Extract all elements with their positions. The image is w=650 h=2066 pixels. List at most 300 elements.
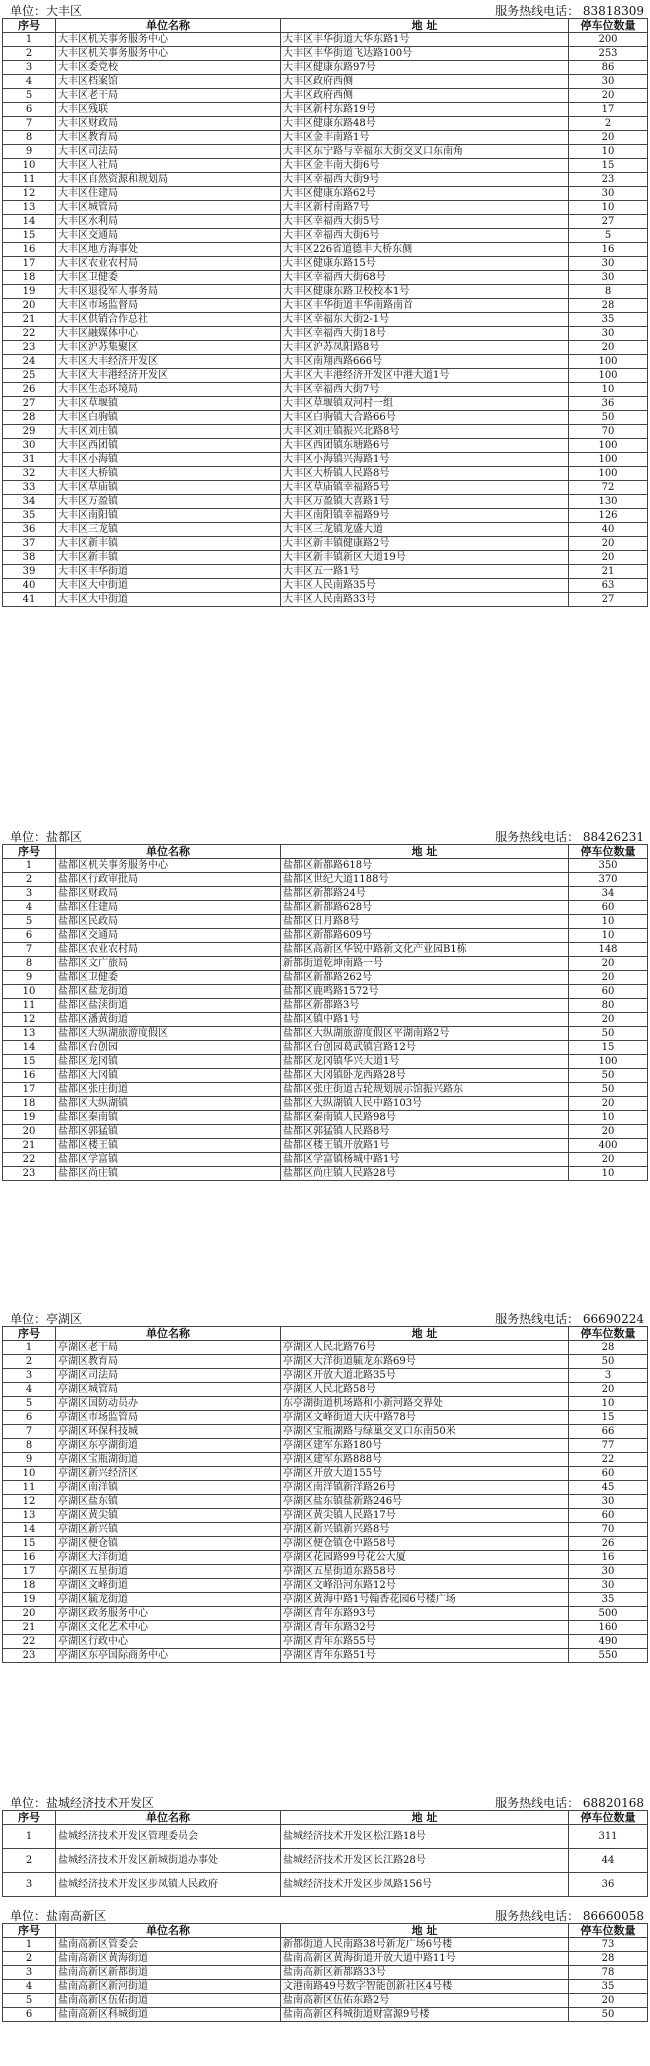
row-number: 14 xyxy=(3,1523,56,1537)
header-no: 序号 xyxy=(3,1811,56,1825)
table-row xyxy=(3,1341,648,1355)
row-number: 33 xyxy=(3,481,56,495)
row-number: 3 xyxy=(3,1966,56,1980)
parking-table-dafeng xyxy=(2,18,648,607)
row-number: 11 xyxy=(3,999,56,1013)
unit-name: 亭湖区宝瓶湖街道 xyxy=(56,1453,281,1467)
section-yandu xyxy=(0,826,650,1181)
unit-address: 大丰区金丰南路1号 xyxy=(281,131,569,145)
parking-count: 60 xyxy=(569,985,648,999)
row-number: 20 xyxy=(3,1125,56,1139)
unit-name: 大丰区教育局 xyxy=(56,131,281,145)
unit-name: 大丰区新丰镇 xyxy=(56,537,281,551)
table-row xyxy=(3,1397,648,1411)
unit-address: 盐南高新区黄海街道开放大道中路11号 xyxy=(281,1952,569,1966)
unit-address: 大丰区人民南路33号 xyxy=(281,593,569,607)
unit-address: 大丰区西团镇东塘路6号 xyxy=(281,439,569,453)
section-dafeng xyxy=(0,0,650,607)
unit-name: 亭湖区东亭国际商务中心 xyxy=(56,1649,281,1663)
table-row xyxy=(3,397,648,411)
table-row xyxy=(3,1551,648,1565)
section-yancheng-dev xyxy=(0,1792,650,1897)
row-number: 5 xyxy=(3,89,56,103)
unit-address: 盐城经济技术开发区长江路28号 xyxy=(281,1849,569,1873)
parking-count: 72 xyxy=(569,481,648,495)
row-number: 13 xyxy=(3,1509,56,1523)
parking-count: 50 xyxy=(569,1355,648,1369)
table-row xyxy=(3,1607,648,1621)
unit-name: 盐南高新区新河街道 xyxy=(56,1980,281,1994)
row-number: 21 xyxy=(3,1139,56,1153)
unit-address: 盐都区龙冈镇华兴大道1号 xyxy=(281,1055,569,1069)
unit-name: 亭湖区老干局 xyxy=(56,1341,281,1355)
row-number: 9 xyxy=(3,145,56,159)
table-row xyxy=(3,201,648,215)
parking-count: 20 xyxy=(569,341,648,355)
unit-address: 亭湖区人民北路58号 xyxy=(281,1383,569,1397)
header-count: 停车位数量 xyxy=(569,1811,648,1825)
table-row xyxy=(3,47,648,61)
unit-address: 大丰区南阳镇幸福路9号 xyxy=(281,509,569,523)
row-number: 4 xyxy=(3,1383,56,1397)
table-row xyxy=(3,1952,648,1966)
row-number: 2 xyxy=(3,1849,56,1873)
row-number: 29 xyxy=(3,425,56,439)
table-row xyxy=(3,859,648,873)
parking-count: 10 xyxy=(569,383,648,397)
parking-count: 50 xyxy=(569,2008,648,2022)
unit-address: 大丰区健康东路15号 xyxy=(281,257,569,271)
table-row xyxy=(3,103,648,117)
unit-name: 大丰区大丰港经济开发区 xyxy=(56,369,281,383)
table-row xyxy=(3,215,648,229)
table-row xyxy=(3,145,648,159)
unit-address: 大丰区南翔西路666号 xyxy=(281,355,569,369)
unit-address: 亭湖区青年东路93号 xyxy=(281,1607,569,1621)
row-number: 4 xyxy=(3,901,56,915)
row-number: 15 xyxy=(3,1055,56,1069)
table-row xyxy=(3,999,648,1013)
table-row xyxy=(3,593,648,607)
row-number: 21 xyxy=(3,1621,56,1635)
unit-address: 新都街道人民南路38号新龙广场6号楼 xyxy=(281,1938,569,1952)
unit-name: 大丰区万盈镇 xyxy=(56,495,281,509)
parking-count: 17 xyxy=(569,103,648,117)
parking-count: 16 xyxy=(569,243,648,257)
unit-address: 大丰区幸福西大街5号 xyxy=(281,215,569,229)
row-number: 14 xyxy=(3,1041,56,1055)
table-row xyxy=(3,439,648,453)
table-row xyxy=(3,509,648,523)
row-number: 6 xyxy=(3,929,56,943)
row-number: 19 xyxy=(3,285,56,299)
parking-count: 22 xyxy=(569,1453,648,1467)
unit-name: 盐都区文广旅局 xyxy=(56,957,281,971)
row-number: 19 xyxy=(3,1111,56,1125)
unit-name: 大丰区老干局 xyxy=(56,89,281,103)
parking-count: 148 xyxy=(569,943,648,957)
unit-name: 盐南高新区黄海街道 xyxy=(56,1952,281,1966)
row-number: 6 xyxy=(3,1411,56,1425)
row-number: 18 xyxy=(3,1097,56,1111)
unit-address: 大丰区金丰南大街6号 xyxy=(281,159,569,173)
parking-count: 35 xyxy=(569,1980,648,1994)
hotline: 服务热线电话： 88426231 xyxy=(495,830,644,844)
parking-count: 23 xyxy=(569,173,648,187)
unit-name: 盐都区尚庄镇 xyxy=(56,1167,281,1181)
unit-address: 盐都区大纵湖镇人民中路103号 xyxy=(281,1097,569,1111)
parking-table-yancheng-dev xyxy=(2,1810,648,1897)
unit-address: 亭湖区大洋街道毓龙东路69号 xyxy=(281,1355,569,1369)
unit-name: 盐城经济技术开发区新城街道办事处 xyxy=(56,1849,281,1873)
parking-table-tinghu xyxy=(2,1326,648,1663)
parking-count: 36 xyxy=(569,1873,648,1897)
unit-address: 盐南高新区伍佑东路2号 xyxy=(281,1994,569,2008)
parking-count: 60 xyxy=(569,1509,648,1523)
parking-count: 27 xyxy=(569,215,648,229)
table-row xyxy=(3,355,648,369)
row-number: 35 xyxy=(3,509,56,523)
unit-name: 盐都区行政审批局 xyxy=(56,873,281,887)
row-number: 1 xyxy=(3,1341,56,1355)
table-row xyxy=(3,159,648,173)
unit-label: 单位：盐南高新区 xyxy=(10,1909,107,1923)
row-number: 20 xyxy=(3,299,56,313)
table-row xyxy=(3,313,648,327)
unit-name: 盐都区农业农村局 xyxy=(56,943,281,957)
unit-name: 亭湖区新兴镇 xyxy=(56,1523,281,1537)
row-number: 11 xyxy=(3,1481,56,1495)
parking-count: 100 xyxy=(569,439,648,453)
table-row xyxy=(3,1495,648,1509)
row-number: 31 xyxy=(3,453,56,467)
unit-address: 大丰区刘庄镇振兴北路8号 xyxy=(281,425,569,439)
table-row xyxy=(3,1849,648,1873)
unit-name: 大丰区三龙镇 xyxy=(56,523,281,537)
table-row xyxy=(3,285,648,299)
table-row xyxy=(3,1055,648,1069)
unit-name: 盐南高新区科城街道 xyxy=(56,2008,281,2022)
row-number: 3 xyxy=(3,61,56,75)
table-row xyxy=(3,1966,648,1980)
parking-count: 100 xyxy=(569,467,648,481)
parking-count: 20 xyxy=(569,1013,648,1027)
unit-name: 大丰区水利局 xyxy=(56,215,281,229)
table-row xyxy=(3,873,648,887)
unit-address: 盐都区秦南镇人民路98号 xyxy=(281,1111,569,1125)
table-header-row xyxy=(3,845,648,859)
unit-address: 大丰区沪苏凤阳路8号 xyxy=(281,341,569,355)
row-number: 14 xyxy=(3,215,56,229)
unit-name: 大丰区司法局 xyxy=(56,145,281,159)
parking-count: 2 xyxy=(569,117,648,131)
parking-count: 40 xyxy=(569,523,648,537)
table-row xyxy=(3,1523,648,1537)
unit-address: 亭湖区建军东路180号 xyxy=(281,1439,569,1453)
unit-name: 大丰区自然资源和规划局 xyxy=(56,173,281,187)
table-header-row xyxy=(3,19,648,33)
table-row xyxy=(3,89,648,103)
unit-address: 大丰区草庙镇幸福路5号 xyxy=(281,481,569,495)
unit-name: 盐南高新区管委会 xyxy=(56,1938,281,1952)
unit-name: 亭湖区毓龙街道 xyxy=(56,1593,281,1607)
unit-address: 亭湖区文峰沿河东路12号 xyxy=(281,1579,569,1593)
unit-name: 亭湖区文化艺术中心 xyxy=(56,1621,281,1635)
parking-count: 3 xyxy=(569,1369,648,1383)
table-row xyxy=(3,243,648,257)
table-row xyxy=(3,1579,648,1593)
table-row xyxy=(3,61,648,75)
unit-name: 大丰区刘庄镇 xyxy=(56,425,281,439)
section-header xyxy=(0,1905,650,1923)
table-row xyxy=(3,985,648,999)
unit-address: 大丰区新村东路19号 xyxy=(281,103,569,117)
parking-count: 20 xyxy=(569,957,648,971)
parking-count: 15 xyxy=(569,1411,648,1425)
unit-address: 亭湖区建军东路888号 xyxy=(281,1453,569,1467)
parking-count: 20 xyxy=(569,1097,648,1111)
unit-name: 大丰区生态环境局 xyxy=(56,383,281,397)
unit-name: 亭湖区五星街道 xyxy=(56,1565,281,1579)
table-row xyxy=(3,971,648,985)
table-row xyxy=(3,369,648,383)
unit-name: 大丰区交通局 xyxy=(56,229,281,243)
parking-count: 490 xyxy=(569,1635,648,1649)
parking-count: 550 xyxy=(569,1649,648,1663)
unit-address: 大丰区草堰镇双河村一组 xyxy=(281,397,569,411)
unit-name: 盐都区机关事务服务中心 xyxy=(56,859,281,873)
table-row xyxy=(3,1439,648,1453)
unit-name: 盐都区盐渎街道 xyxy=(56,999,281,1013)
table-row xyxy=(3,1994,648,2008)
unit-address: 大丰区新丰镇新区大道19号 xyxy=(281,551,569,565)
table-header-row xyxy=(3,1327,648,1341)
parking-count: 35 xyxy=(569,1593,648,1607)
row-number: 1 xyxy=(3,1938,56,1952)
parking-count: 45 xyxy=(569,1481,648,1495)
table-row xyxy=(3,579,648,593)
unit-address: 大丰区五一路1号 xyxy=(281,565,569,579)
parking-count: 26 xyxy=(569,1537,648,1551)
parking-count: 80 xyxy=(569,999,648,1013)
row-number: 8 xyxy=(3,957,56,971)
table-row xyxy=(3,1411,648,1425)
unit-name: 亭湖区国防动员办 xyxy=(56,1397,281,1411)
table-row xyxy=(3,929,648,943)
row-number: 2 xyxy=(3,1355,56,1369)
unit-name: 盐都区潘黄街道 xyxy=(56,1013,281,1027)
unit-name: 大丰区退役军人事务局 xyxy=(56,285,281,299)
unit-address: 亭湖区文峰街道大庆中路78号 xyxy=(281,1411,569,1425)
header-address: 地 址 xyxy=(281,1811,569,1825)
unit-address: 大丰区人民南路35号 xyxy=(281,579,569,593)
row-number: 2 xyxy=(3,47,56,61)
unit-address: 盐都区学富镇杨城中路1号 xyxy=(281,1153,569,1167)
unit-name: 大丰区机关事务服务中心 xyxy=(56,33,281,47)
header-count: 停车位数量 xyxy=(569,19,648,33)
unit-name: 大丰区住建局 xyxy=(56,187,281,201)
row-number: 41 xyxy=(3,593,56,607)
unit-name: 亭湖区行政中心 xyxy=(56,1635,281,1649)
unit-name: 盐都区张庄街道 xyxy=(56,1083,281,1097)
unit-address: 亭湖区黄海中路1号翰香花园6号楼广场 xyxy=(281,1593,569,1607)
table-row xyxy=(3,411,648,425)
row-number: 5 xyxy=(3,1994,56,2008)
section-header xyxy=(0,826,650,844)
unit-address: 大丰区新丰镇健康路2号 xyxy=(281,537,569,551)
row-number: 7 xyxy=(3,117,56,131)
unit-address: 盐城经济技术开发区松江路18号 xyxy=(281,1825,569,1849)
parking-count: 30 xyxy=(569,1565,648,1579)
table-row xyxy=(3,425,648,439)
row-number: 21 xyxy=(3,313,56,327)
unit-name: 大丰区草堰镇 xyxy=(56,397,281,411)
unit-name: 大丰区大丰经济开发区 xyxy=(56,355,281,369)
unit-address: 盐南高新区新都路33号 xyxy=(281,1966,569,1980)
row-number: 12 xyxy=(3,1013,56,1027)
row-number: 32 xyxy=(3,467,56,481)
unit-name: 亭湖区东亭湖街道 xyxy=(56,1439,281,1453)
parking-count: 160 xyxy=(569,1621,648,1635)
unit-address: 亭湖区黄尖镇人民路17号 xyxy=(281,1509,569,1523)
parking-count: 30 xyxy=(569,257,648,271)
unit-address: 大丰区幸福西大街18号 xyxy=(281,327,569,341)
table-row xyxy=(3,327,648,341)
row-number: 22 xyxy=(3,1635,56,1649)
unit-address: 亭湖区新兴镇新兴路8号 xyxy=(281,1523,569,1537)
row-number: 1 xyxy=(3,1825,56,1849)
unit-address: 盐都区大冈镇卧龙西路28号 xyxy=(281,1069,569,1083)
unit-name: 大丰区南阳镇 xyxy=(56,509,281,523)
parking-count: 30 xyxy=(569,1579,648,1593)
header-name: 单位名称 xyxy=(56,19,281,33)
unit-address: 大丰区幸福西大街9号 xyxy=(281,173,569,187)
table-row xyxy=(3,1383,648,1397)
parking-count: 30 xyxy=(569,187,648,201)
parking-count: 16 xyxy=(569,1551,648,1565)
row-number: 12 xyxy=(3,187,56,201)
table-row xyxy=(3,1481,648,1495)
parking-count: 63 xyxy=(569,579,648,593)
table-row xyxy=(3,341,648,355)
parking-count: 36 xyxy=(569,397,648,411)
parking-count: 30 xyxy=(569,75,648,89)
parking-count: 28 xyxy=(569,1952,648,1966)
hotline: 服务热线电话： 86660058 xyxy=(495,1909,644,1923)
row-number: 16 xyxy=(3,1551,56,1565)
row-number: 38 xyxy=(3,551,56,565)
section-tinghu xyxy=(0,1308,650,1663)
unit-name: 盐城经济技术开发区步凤镇人民政府 xyxy=(56,1873,281,1897)
row-number: 18 xyxy=(3,271,56,285)
parking-count: 10 xyxy=(569,1167,648,1181)
unit-address: 盐都区新都路24号 xyxy=(281,887,569,901)
unit-address: 大丰区丰华街道丰华南路南首 xyxy=(281,299,569,313)
row-number: 3 xyxy=(3,1873,56,1897)
unit-address: 盐都区新都路618号 xyxy=(281,859,569,873)
unit-name: 亭湖区教育局 xyxy=(56,1355,281,1369)
unit-name: 亭湖区市场监管局 xyxy=(56,1411,281,1425)
row-number: 28 xyxy=(3,411,56,425)
section-header xyxy=(0,1308,650,1326)
unit-name: 亭湖区新兴经济区 xyxy=(56,1467,281,1481)
parking-count: 73 xyxy=(569,1938,648,1952)
parking-count: 100 xyxy=(569,355,648,369)
row-number: 10 xyxy=(3,985,56,999)
parking-count: 200 xyxy=(569,33,648,47)
table-row xyxy=(3,1013,648,1027)
unit-name: 大丰区供销合作总社 xyxy=(56,313,281,327)
unit-name: 盐都区盐龙街道 xyxy=(56,985,281,999)
row-number: 1 xyxy=(3,33,56,47)
unit-address: 盐都区新都路3号 xyxy=(281,999,569,1013)
unit-name: 大丰区人社局 xyxy=(56,159,281,173)
row-number: 39 xyxy=(3,565,56,579)
parking-count: 350 xyxy=(569,859,648,873)
row-number: 8 xyxy=(3,1439,56,1453)
unit-name: 亭湖区大洋街道 xyxy=(56,1551,281,1565)
unit-name: 盐都区台创园 xyxy=(56,1041,281,1055)
header-address: 地 址 xyxy=(281,19,569,33)
row-number: 23 xyxy=(3,1649,56,1663)
unit-address: 亭湖区宝瓶湖路与绿巢交叉口东南50米 xyxy=(281,1425,569,1439)
parking-count: 30 xyxy=(569,271,648,285)
row-number: 40 xyxy=(3,579,56,593)
parking-count: 78 xyxy=(569,1966,648,1980)
unit-name: 亭湖区司法局 xyxy=(56,1369,281,1383)
unit-address: 新都街道乾坤南路一号 xyxy=(281,957,569,971)
unit-address: 亭湖区五星街道东路58号 xyxy=(281,1565,569,1579)
table-row xyxy=(3,901,648,915)
table-row xyxy=(3,537,648,551)
table-row xyxy=(3,271,648,285)
unit-name: 大丰区卫健委 xyxy=(56,271,281,285)
table-row xyxy=(3,1425,648,1439)
table-row xyxy=(3,1467,648,1481)
unit-name: 亭湖区城管局 xyxy=(56,1383,281,1397)
parking-count: 100 xyxy=(569,369,648,383)
unit-name: 盐南高新区伍佑街道 xyxy=(56,1994,281,2008)
unit-address: 盐南高新区科城街道财富源9号楼 xyxy=(281,2008,569,2022)
row-number: 20 xyxy=(3,1607,56,1621)
unit-name: 大丰区新丰镇 xyxy=(56,551,281,565)
row-number: 10 xyxy=(3,159,56,173)
header-name: 单位名称 xyxy=(56,1811,281,1825)
header-address: 地 址 xyxy=(281,845,569,859)
row-number: 10 xyxy=(3,1467,56,1481)
row-number: 17 xyxy=(3,1565,56,1579)
row-number: 8 xyxy=(3,131,56,145)
table-row xyxy=(3,1453,648,1467)
table-row xyxy=(3,1167,648,1181)
parking-count: 50 xyxy=(569,411,648,425)
parking-count: 86 xyxy=(569,61,648,75)
unit-name: 亭湖区政务服务中心 xyxy=(56,1607,281,1621)
row-number: 9 xyxy=(3,971,56,985)
table-row xyxy=(3,1873,648,1897)
parking-count: 20 xyxy=(569,971,648,985)
unit-name: 盐南高新区新都街道 xyxy=(56,1966,281,1980)
parking-count: 20 xyxy=(569,89,648,103)
unit-name: 亭湖区环保科技城 xyxy=(56,1425,281,1439)
unit-address: 大丰区幸福东大街2-1号 xyxy=(281,313,569,327)
unit-name: 大丰区委党校 xyxy=(56,61,281,75)
unit-address: 亭湖区人民北路76号 xyxy=(281,1341,569,1355)
row-number: 9 xyxy=(3,1453,56,1467)
parking-count: 77 xyxy=(569,1439,648,1453)
unit-name: 亭湖区便仓镇 xyxy=(56,1537,281,1551)
parking-count: 60 xyxy=(569,901,648,915)
